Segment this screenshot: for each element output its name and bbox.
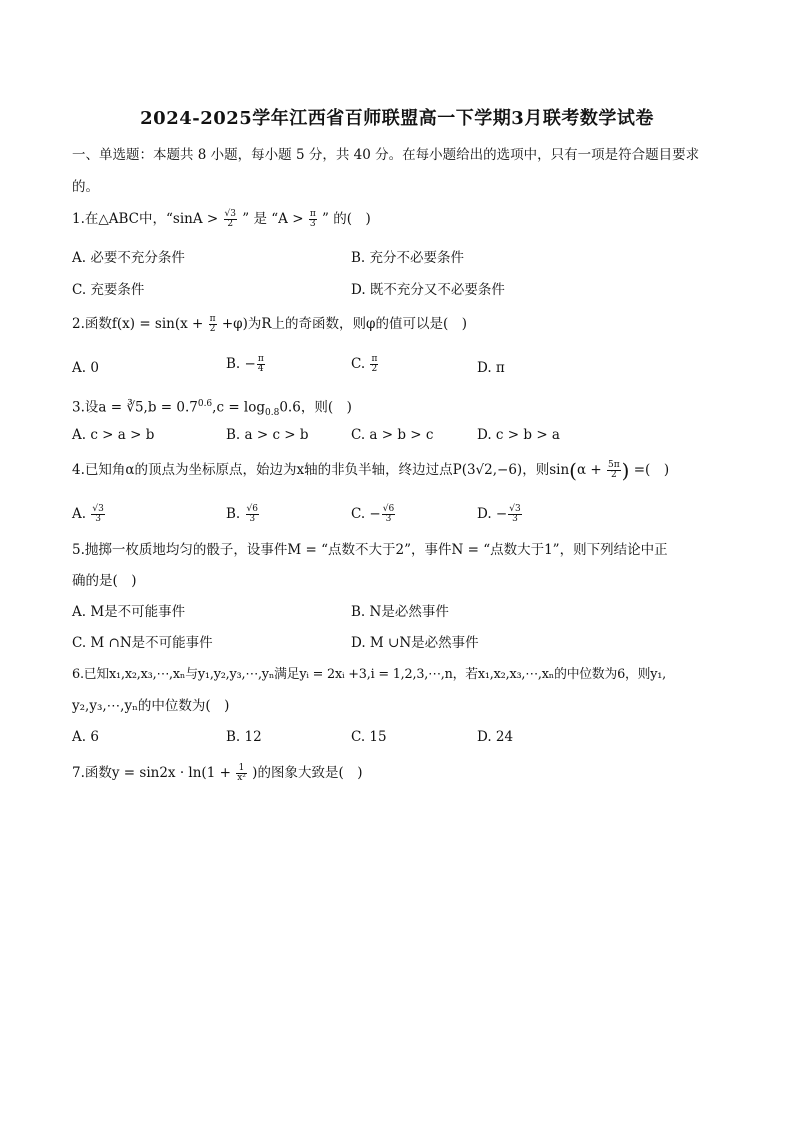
q4-option-d <box>477 505 523 524</box>
q4-opta-prefix: A. <box>72 506 87 522</box>
q2-option-d: D. π <box>477 360 505 376</box>
q3-option-c: C. a > b > c <box>351 427 434 443</box>
q4-frac-den: 2 <box>610 470 617 480</box>
q3-text-d: 0.6，则( ) <box>279 399 352 416</box>
q2-frac-den: 2 <box>209 324 216 334</box>
q2-text-b: +φ)为R上的奇函数，则φ的值可以是( ) <box>221 316 468 332</box>
q3-log-base: 0.8 <box>265 408 280 419</box>
q3-text-a: 3.设a = <box>72 399 123 416</box>
q4-paren-right: ) <box>621 458 630 483</box>
exam-title: 2024-2025学年江西省百师联盟高一下学期3月联考数学试卷 <box>140 108 654 129</box>
q1-frac1-num: √3 <box>224 209 236 219</box>
q1-option-a: A. 必要不充分条件 <box>72 250 185 266</box>
q4-optc-den: 3 <box>385 514 392 524</box>
q2-optb-num: π <box>257 354 264 364</box>
question-1-stem <box>72 210 371 229</box>
question-3-stem <box>72 395 352 422</box>
q2-text-a: 2.函数f(x) = sin(x + <box>72 316 204 332</box>
q6-option-c: C. 15 <box>351 729 387 745</box>
q4-opta-num: √3 <box>92 504 104 514</box>
q4-text-a: 4.已知角α的顶点为坐标原点，始边为x轴的非负半轴，终边过点P(3√2,−6)，则sin <box>72 462 570 478</box>
q2-optc-prefix: C. <box>351 356 366 372</box>
question-7-stem <box>72 764 362 783</box>
q3-option-a: A. c > a > b <box>72 427 155 443</box>
q2-frac-num: π <box>209 314 216 324</box>
q4-optd-fraction <box>508 505 521 524</box>
q7-frac-num: 1 <box>236 764 247 774</box>
q2-optc-den: 2 <box>371 364 378 374</box>
section-heading-line-2: 的。 <box>72 179 99 195</box>
q1-frac2-den: 3 <box>309 219 316 229</box>
q1-fraction-pi-over-3 <box>309 210 317 229</box>
q7-text-b: )的图象大致是( ) <box>252 765 363 781</box>
q1-text-c: ” 的( ) <box>322 211 371 227</box>
q2-option-c <box>351 355 379 374</box>
q4-fraction-5pi-over-2 <box>607 461 621 480</box>
q4-option-b <box>226 505 260 524</box>
question-6-stem-line-2: y₂,y₃,⋯,yₙ的中位数为( ) <box>72 698 230 714</box>
q3-option-b: B. a > c > b <box>226 427 309 443</box>
q4-opta-den: 3 <box>95 514 101 524</box>
q1-option-d: D. 既不充分又不必要条件 <box>351 282 505 298</box>
q4-optd-prefix: D. − <box>477 506 508 522</box>
q1-frac1-den: 2 <box>227 219 234 229</box>
q1-option-c: C. 充要条件 <box>72 282 145 298</box>
q4-optc-num: √6 <box>382 504 395 514</box>
q1-text-a: 1.在△ABC中，“sinA > <box>72 211 219 227</box>
q5-option-b: B. N是必然事件 <box>351 604 449 620</box>
q2-optb-prefix: B. − <box>226 356 256 372</box>
q4-optb-prefix: B. <box>226 506 241 522</box>
q7-fraction-1-over-x2 <box>236 764 247 783</box>
q1-fraction-sqrt3-over-2 <box>224 210 237 229</box>
q4-optc-fraction <box>382 505 395 524</box>
q2-optb-den: 4 <box>257 364 264 374</box>
q4-optd-num: √3 <box>509 504 521 514</box>
q3-cube-root: ∛5 <box>126 399 144 416</box>
q2-optb-fraction <box>257 355 265 374</box>
q4-optb-num: √6 <box>246 504 258 514</box>
q5-option-c: C. M ∩N是不可能事件 <box>72 635 213 651</box>
q4-optb-den: 3 <box>249 514 256 524</box>
q2-fraction-pi-over-2 <box>209 315 217 334</box>
q6-option-b: B. 12 <box>226 729 262 745</box>
q4-optc-prefix: C. − <box>351 506 381 522</box>
q5-option-a: A. M是不可能事件 <box>72 604 186 620</box>
q4-inner: α + <box>576 462 602 478</box>
q2-option-a: A. 0 <box>72 360 99 376</box>
question-2-stem <box>72 315 467 334</box>
section-heading-line-1: 一、单选题：本题共 8 小题，每小题 5 分，共 40 分。在每小题给出的选项中，只有一项是符合题目要求 <box>72 147 700 163</box>
q1-frac2-num: π <box>309 209 316 219</box>
q4-option-c <box>351 505 396 524</box>
q2-optc-fraction <box>370 355 378 374</box>
q1-text-b: ” 是 “A > <box>242 211 304 227</box>
q4-frac-num: 5π <box>607 460 620 470</box>
q3-text-b: ,b = 0.7 <box>143 399 198 416</box>
q4-opta-fraction <box>91 505 104 524</box>
q4-text-b: =( ) <box>633 462 670 478</box>
question-4-stem <box>72 458 670 483</box>
q7-frac-den: x² <box>237 773 246 783</box>
q2-option-b <box>226 355 266 374</box>
q4-optb-fraction <box>246 505 259 524</box>
q7-text-a: 7.函数y = sin2x · ln(1 + <box>72 765 231 781</box>
question-5-stem-line-2: 确的是( ) <box>72 573 137 589</box>
q6-option-a: A. 6 <box>72 729 99 745</box>
q4-option-a <box>72 505 106 524</box>
q3-text-c: ,c = log <box>212 399 266 416</box>
q3-exponent: 0.6 <box>197 399 213 409</box>
q1-option-b: B. 充分不必要条件 <box>351 250 465 266</box>
question-5-stem-line-1: 5.抛掷一枚质地均匀的骰子，设事件M = “点数不大于2”，事件N = “点数大于1”，则下列结论中正 <box>72 542 668 558</box>
q4-optd-den: 3 <box>512 514 518 524</box>
q5-option-d: D. M ∪N是必然事件 <box>351 635 479 651</box>
q2-optc-num: π <box>371 354 378 364</box>
q4-paren-left: ( <box>569 458 577 483</box>
question-6-stem-line-1: 6.已知x₁,x₂,x₃,⋯,xₙ与y₁,y₂,y₃,⋯,yₙ满足yᵢ = 2xᵢ +3,i = 1,2,3,⋯,n，若x₁,x₂,x₃,⋯,xₙ的中位数为6，则y₁, <box>72 667 667 682</box>
q6-option-d: D. 24 <box>477 729 514 745</box>
q3-option-d: D. c > b > a <box>477 427 560 443</box>
